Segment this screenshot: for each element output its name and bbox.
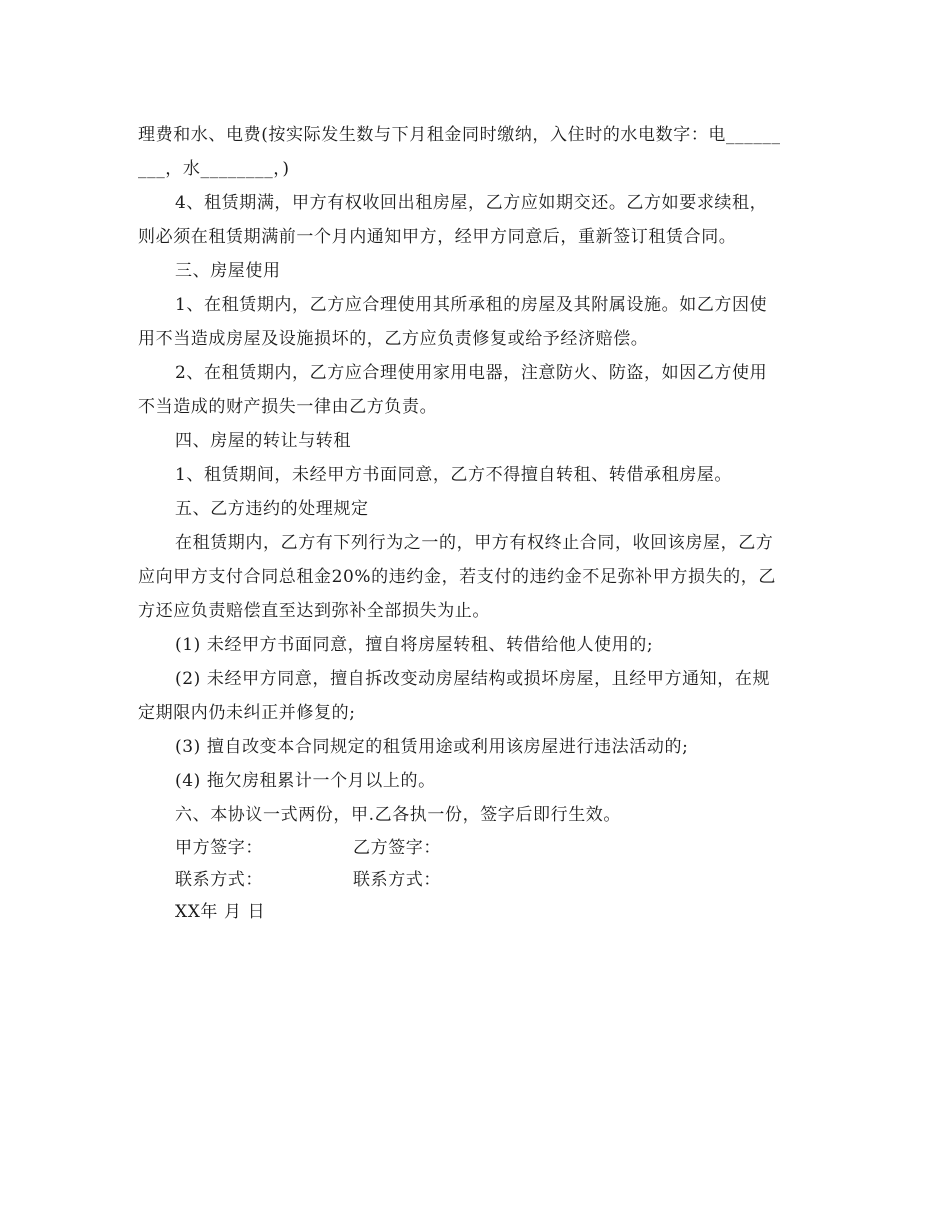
text-line: (3) 擅自改变本合同规定的租赁用途或利用该房屋进行违法活动的; [175,737,689,757]
text-line: 应向甲方支付合同总租金20%的违约金，若支付的违约金不足弥补甲方损失的，乙 [138,567,776,587]
text-line: 五、乙方违约的处理规定 [175,499,369,519]
party-b-sign-label: 乙方签字： [353,838,441,858]
text-line: 定期限内仍未纠正并修复的; [138,703,356,723]
text-line: ___，水________，) [138,159,290,179]
text-line: (1) 未经甲方书面同意，擅自将房屋转租、转借给他人使用的; [175,635,654,655]
text-line: 三、房屋使用 [175,261,281,281]
text-line: 4、租赁期满，甲方有权收回出租房屋，乙方应如期交还。乙方如要求续租， [175,193,768,213]
party-b-contact-label: 联系方式： [353,870,441,890]
contact-row [138,864,818,896]
document-body [138,118,818,832]
text-line: 不当造成的财产损失一律由乙方负责。 [138,397,438,417]
text-line: 四、房屋的转让与转租 [175,431,351,451]
document-page [138,118,818,928]
text-line: 则必须在租赁期满前一个月内通知甲方，经甲方同意后，重新签订租赁合同。 [138,227,737,247]
text-line: 在租赁期内，乙方有下列行为之一的，甲方有权终止合同，收回该房屋，乙方 [175,533,774,553]
date-row [138,896,818,928]
signature-row [138,832,818,864]
text-line: 用不当造成房屋及设施损坏的，乙方应负责修复或给予经济赔偿。 [138,329,649,349]
text-line: (2) 未经甲方同意，擅自拆改变动房屋结构或损坏房屋，且经甲方通知，在规 [175,669,771,689]
party-a-sign-label: 甲方签字： [175,838,263,858]
text-line: (4) 拖欠房租累计一个月以上的。 [175,771,436,791]
text-line: 方还应负责赔偿直至达到弥补全部损失为止。 [138,601,490,621]
signing-date: XX年 月 日 [175,902,266,922]
text-line: 2、在租赁期内，乙方应合理使用家用电器，注意防火、防盗，如因乙方使用 [175,363,768,383]
text-line: 六、本协议一式两份，甲.乙各执一份，签字后即行生效。 [175,805,622,825]
text-line: 1、在租赁期内，乙方应合理使用其所承租的房屋及其附属设施。如乙方因使 [175,295,768,315]
party-a-contact-label: 联系方式： [175,870,263,890]
text-line: 理费和水、电费(按实际发生数与下月租金同时缴纳，入住时的水电数字：电______ [138,125,781,145]
text-line: 1、租赁期间，未经甲方书面同意，乙方不得擅自转租、转借承租房屋。 [175,465,733,485]
